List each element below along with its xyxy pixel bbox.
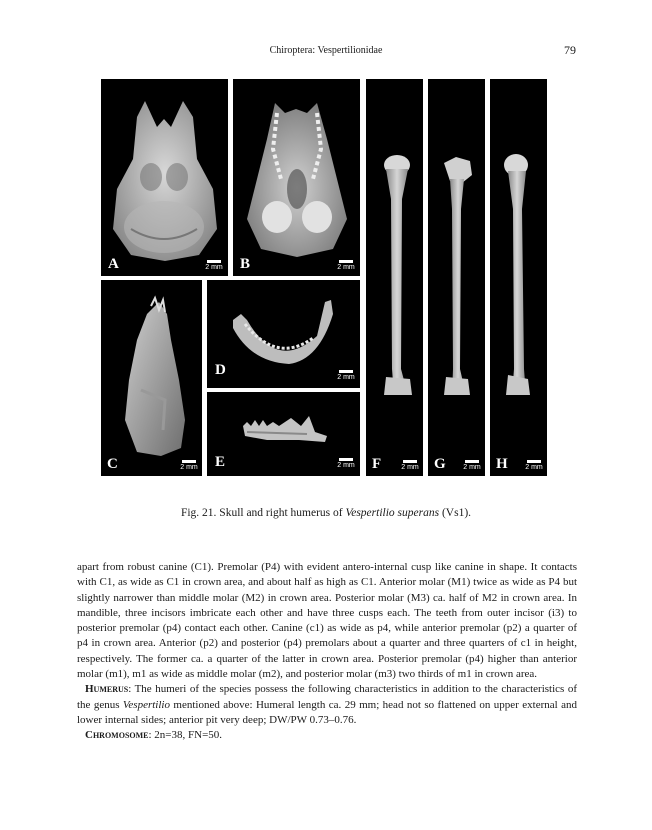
page-number: 79 xyxy=(564,43,576,57)
running-head: Chiroptera: Vespertilionidae xyxy=(269,45,383,56)
scale-bar-b: 2 mm xyxy=(335,260,357,271)
paragraph-chromosome xyxy=(77,728,577,743)
caption-prefix: Fig. 21. Skull and right humerus of xyxy=(180,507,346,519)
scale-bar-h: 2 mm xyxy=(523,460,545,471)
figure-panel-b xyxy=(233,79,360,276)
humerus-image-h xyxy=(490,79,547,476)
scale-bar-a: 2 mm xyxy=(203,260,225,271)
scale-bar-g: 2 mm xyxy=(461,460,483,471)
humerus-image-f xyxy=(366,79,423,476)
paragraph-humerus xyxy=(77,682,577,728)
humerus-text-2: mentioned above: Humeral length ca. 29 mm; head not so flattened on upper external and lower internal sides; anterior pit very deep; DW/PW 0.73–0.76. xyxy=(77,698,577,726)
scale-bar-f: 2 mm xyxy=(399,460,421,471)
figure-panel-e xyxy=(207,392,360,476)
figure-panel-f xyxy=(366,79,423,476)
figure-caption xyxy=(0,507,652,519)
skull-lateral-image xyxy=(101,280,202,476)
humerus-genus: Vespertilio xyxy=(122,698,170,711)
caption-suffix: (Vs1). xyxy=(439,507,472,519)
chromosome-heading: Chromosome xyxy=(85,729,149,742)
panel-label-g: G xyxy=(434,456,446,472)
scale-bar-c: 2 mm xyxy=(178,460,200,471)
humerus-text-1: : The humeri of the species possess the following characteristics in addition to the characteristics of the genus xyxy=(77,683,577,711)
figure-panel-h xyxy=(490,79,547,476)
humerus-image-g xyxy=(428,79,485,476)
humerus-heading: Humerus xyxy=(85,683,129,696)
panel-label-c: C xyxy=(107,456,118,472)
scale-bar-e: 2 mm xyxy=(335,458,357,469)
paragraph-dentition: apart from robust canine (C1). Premolar (P4) with evident antero-internal cusp like canine in shape. It contacts with C1, as wide as C1 in crown area, and about half as high as C1. Anterior molar (M1) twice as wide as P4 but slightly narrower than middle molar (M2) in crown area. Posterior molar (M3) ca. half of M2 in crown area. In mandible, three incisors imbricate each other and have three cusps each. The teeth from outer incisor (i3) to posterior premolar (p4) contact each other. Canine (c1) as wide as p4, while anterior premolar (p2) a quarter of p4 in crown area. Anterior (p2) and posterior (p4) premolars about a quarter and three quarters of c1 in height, respectively. The former ca. a quarter of the latter in crown area. Posterior premolar (p4) higher than anterior molar (m1), m1 as wide as middle molar (m2), and posterior molar (m3) two thirds of m1 in crown area. xyxy=(77,561,577,681)
skull-dorsal-image xyxy=(101,79,228,276)
chromosome-text: : 2n=38, FN=50. xyxy=(148,729,223,742)
panel-label-d: D xyxy=(215,362,226,378)
figure-panel-c xyxy=(101,280,202,476)
scale-bar-d: 2 mm xyxy=(335,370,357,381)
figure-panel-g xyxy=(428,79,485,476)
skull-ventral-image xyxy=(233,79,360,276)
panel-label-f: F xyxy=(372,456,382,472)
panel-label-e: E xyxy=(215,454,226,470)
body-text xyxy=(77,560,577,744)
figure-panel-d xyxy=(207,280,360,388)
panel-label-b: B xyxy=(240,256,251,272)
caption-species: Vespertilio superans xyxy=(345,507,440,519)
panel-label-a: A xyxy=(108,256,119,272)
panel-label-h: H xyxy=(496,456,508,472)
figure-panel-a xyxy=(101,79,228,276)
